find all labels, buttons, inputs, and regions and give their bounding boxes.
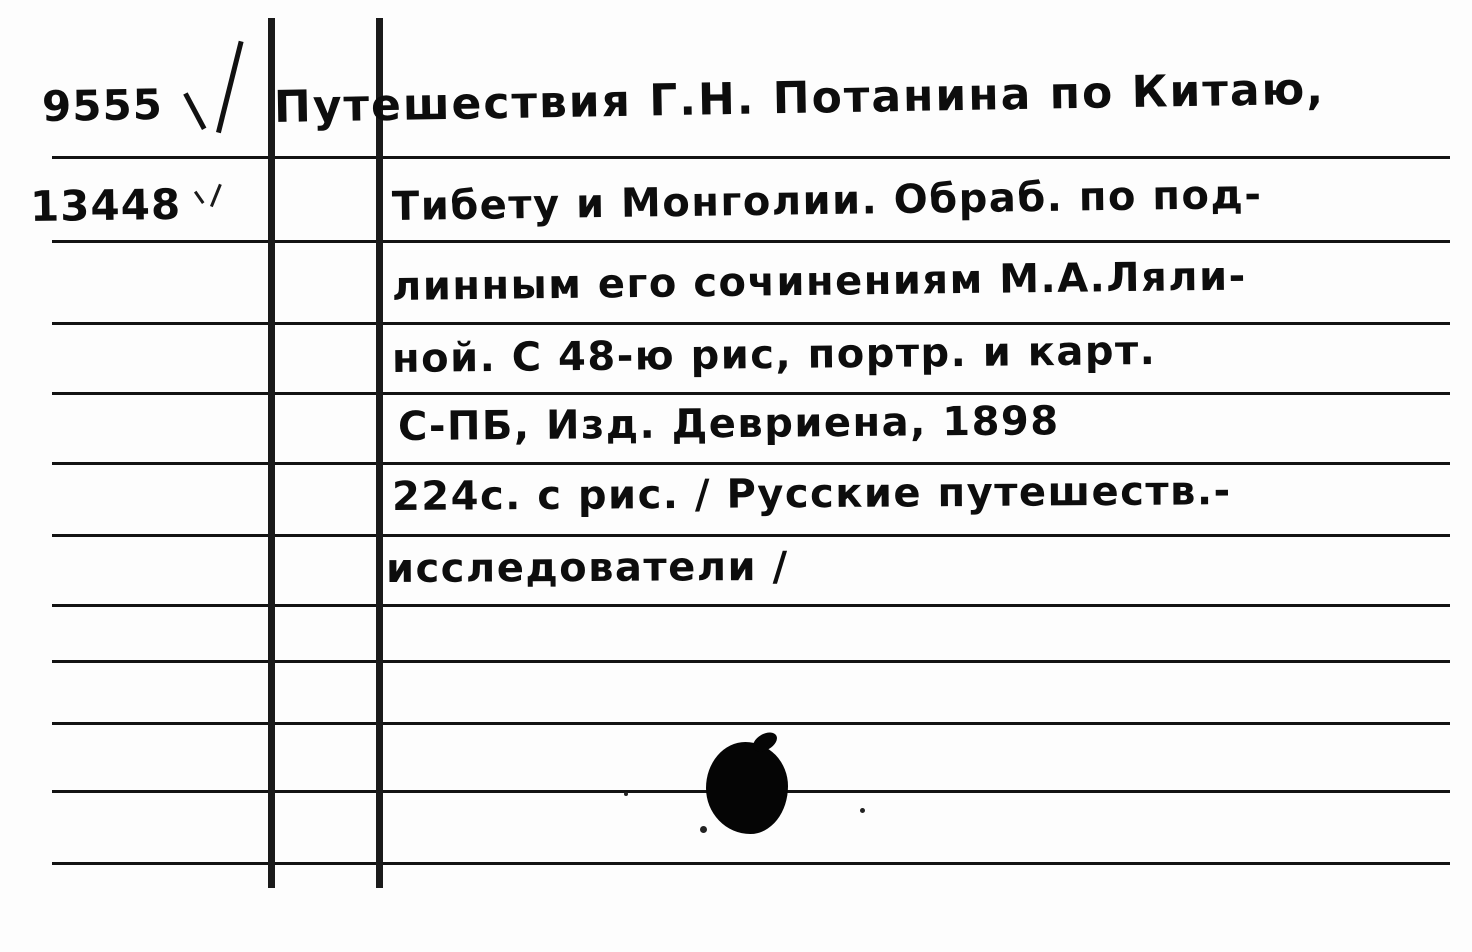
checkmark-icon [196,38,252,130]
entry-line-2: Тибету и Монголии. Обраб. по под- [391,171,1263,230]
entry-line-4: ной. С 48-ю рис, портр. и карт. [391,327,1157,382]
ink-speck [624,792,628,796]
rule-line [52,722,1450,725]
entry-line-6: 224с. с рис. / Русские путешеств.- [391,468,1232,520]
ink-blot [706,742,788,834]
entry-line-1: Путешествия Г.Н. Потанина по Китаю, [273,63,1326,133]
rule-line [52,156,1450,159]
rule-line [52,534,1450,537]
call-number: 9555 [41,79,164,131]
entry-line-3: линным его сочинениям М.А.Ляли- [391,253,1247,310]
inventory-number: 13448 [29,179,182,231]
rule-line [52,660,1450,663]
rule-line [52,322,1450,325]
ink-speck [700,826,707,833]
entry-line-5: С-ПБ, Изд. Девриена, 1898 [397,398,1060,450]
rule-line [52,604,1450,607]
small-checkmark-icon [202,182,232,204]
entry-line-7: исследователи / [385,543,789,592]
rule-line [52,240,1450,243]
rule-line [52,392,1450,395]
ink-speck [860,808,865,813]
vertical-rule-right [376,18,383,888]
rule-line [52,462,1450,465]
vertical-rule-left [268,18,275,888]
rule-line [52,862,1450,865]
